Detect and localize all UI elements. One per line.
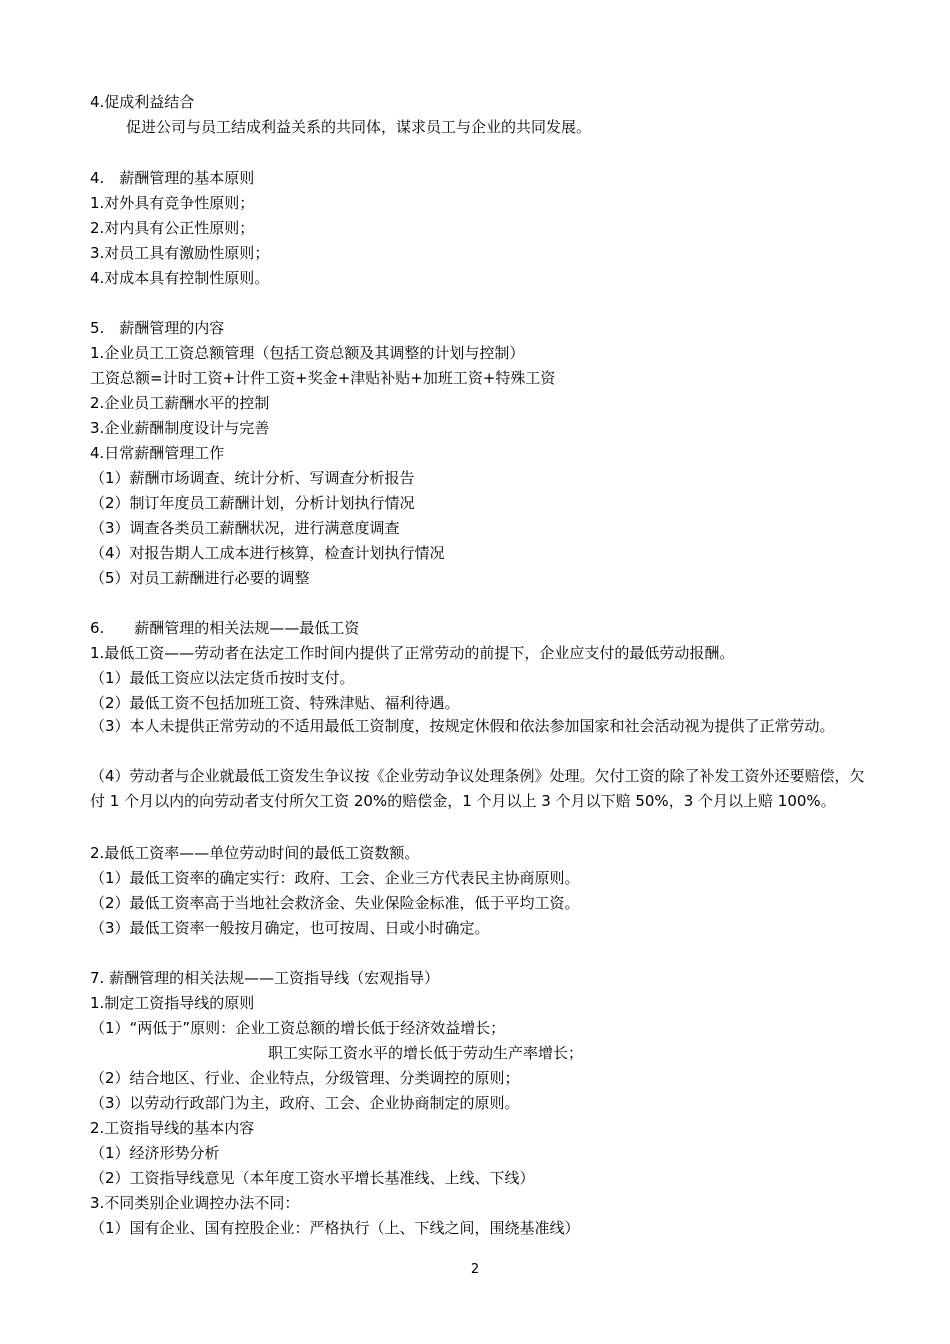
text-line: （1）最低工资率的确定实行：政府、工会、企业三方代表民主协商原则。: [90, 869, 580, 887]
text-line: 2.对内具有公正性原则；: [90, 219, 255, 237]
text-line: （3）以劳动行政部门为主，政府、工会、企业协商制定的原则。: [90, 1094, 520, 1112]
text-line: 促进公司与员工结成利益关系的共同体，谋求员工与企业的共同发展。: [126, 118, 592, 136]
text-line: 1.制定工资指导线的原则: [90, 994, 255, 1012]
text-line: （2）最低工资不包括加班工资、特殊津贴、福利待遇。: [90, 694, 460, 712]
text-line: （2）制订年度员工薪酬计划，分析计划执行情况: [90, 494, 415, 512]
text-line: 职工实际工资水平的增长低于劳动生产率增长；: [268, 1044, 584, 1062]
text-line: （1）经济形势分析: [90, 1144, 220, 1162]
text-line: 2.企业员工薪酬水平的控制: [90, 394, 270, 412]
text-line: （1）“两低于”原则：企业工资总额的增长低于经济效益增长；: [90, 1019, 506, 1037]
text-line: （5）对员工薪酬进行必要的调整: [90, 569, 310, 587]
text-line: 1.最低工资——劳动者在法定工作时间内提供了正常劳动的前提下，企业应支付的最低劳动报酬。: [90, 644, 735, 662]
text-line: 1.对外具有竞争性原则；: [90, 194, 255, 212]
text-line: （3）调查各类员工薪酬状况，进行满意度调查: [90, 519, 400, 537]
section-heading: 6. 薪酬管理的相关法规——最低工资: [90, 619, 360, 637]
section-heading: 4. 薪酬管理的基本原则: [90, 169, 255, 187]
text-line: 4.促成利益结合: [90, 93, 195, 111]
text-line: 工资总额=计时工资+计件工资+奖金+津贴补贴+加班工资+特殊工资: [90, 369, 556, 387]
text-line: （1）薪酬市场调查、统计分析、写调查分析报告: [90, 469, 415, 487]
text-paragraph: （4）劳动者与企业就最低工资发生争议按《企业劳动争议处理条例》处理。欠付工资的除了补发工资外还要赔偿，欠付 1 个月以内的向劳动者支付所欠工资 20%的赔偿金，1 个月以上 3 个月以下赔 50%，3 个月以上赔 100%。: [90, 767, 865, 810]
text-line: 4.日常薪酬管理工作: [90, 444, 225, 462]
text-line: 3.对员工具有激励性原则；: [90, 244, 270, 262]
text-paragraph: （3）本人未提供正常劳动的不适用最低工资制度，按规定休假和依法参加国家和社会活动视为提供了正常劳动。: [90, 717, 835, 735]
text-line: 2.最低工资率——单位劳动时间的最低工资数额。: [90, 844, 420, 862]
page-number: 2: [470, 1262, 480, 1277]
text-line: （4）对报告期人工成本进行核算，检查计划执行情况: [90, 544, 445, 562]
text-line: （3）最低工资率一般按月确定，也可按周、日或小时确定。: [90, 919, 490, 937]
section-heading: 7. 薪酬管理的相关法规——工资指导线（宏观指导）: [90, 969, 440, 987]
text-line: （2）工资指导线意见（本年度工资水平增长基准线、上线、下线）: [90, 1169, 535, 1187]
text-line: 2.工资指导线的基本内容: [90, 1119, 255, 1137]
text-line: 4.对成本具有控制性原则。: [90, 269, 270, 287]
text-line: 3.不同类别企业调控办法不同：: [90, 1194, 300, 1212]
text-line: 1.企业员工工资总额管理（包括工资总额及其调整的计划与控制）: [90, 344, 525, 362]
text-line: （1）最低工资应以法定货币按时支付。: [90, 669, 355, 687]
text-line: （1）国有企业、国有控股企业：严格执行（上、下线之间，围绕基准线）: [90, 1219, 580, 1237]
section-heading: 5. 薪酬管理的内容: [90, 319, 225, 337]
text-line: （2）结合地区、行业、企业特点，分级管理、分类调控的原则；: [90, 1069, 520, 1087]
text-line: （2）最低工资率高于当地社会救济金、失业保险金标准，低于平均工资。: [90, 894, 580, 912]
text-line: 3.企业薪酬制度设计与完善: [90, 419, 270, 437]
